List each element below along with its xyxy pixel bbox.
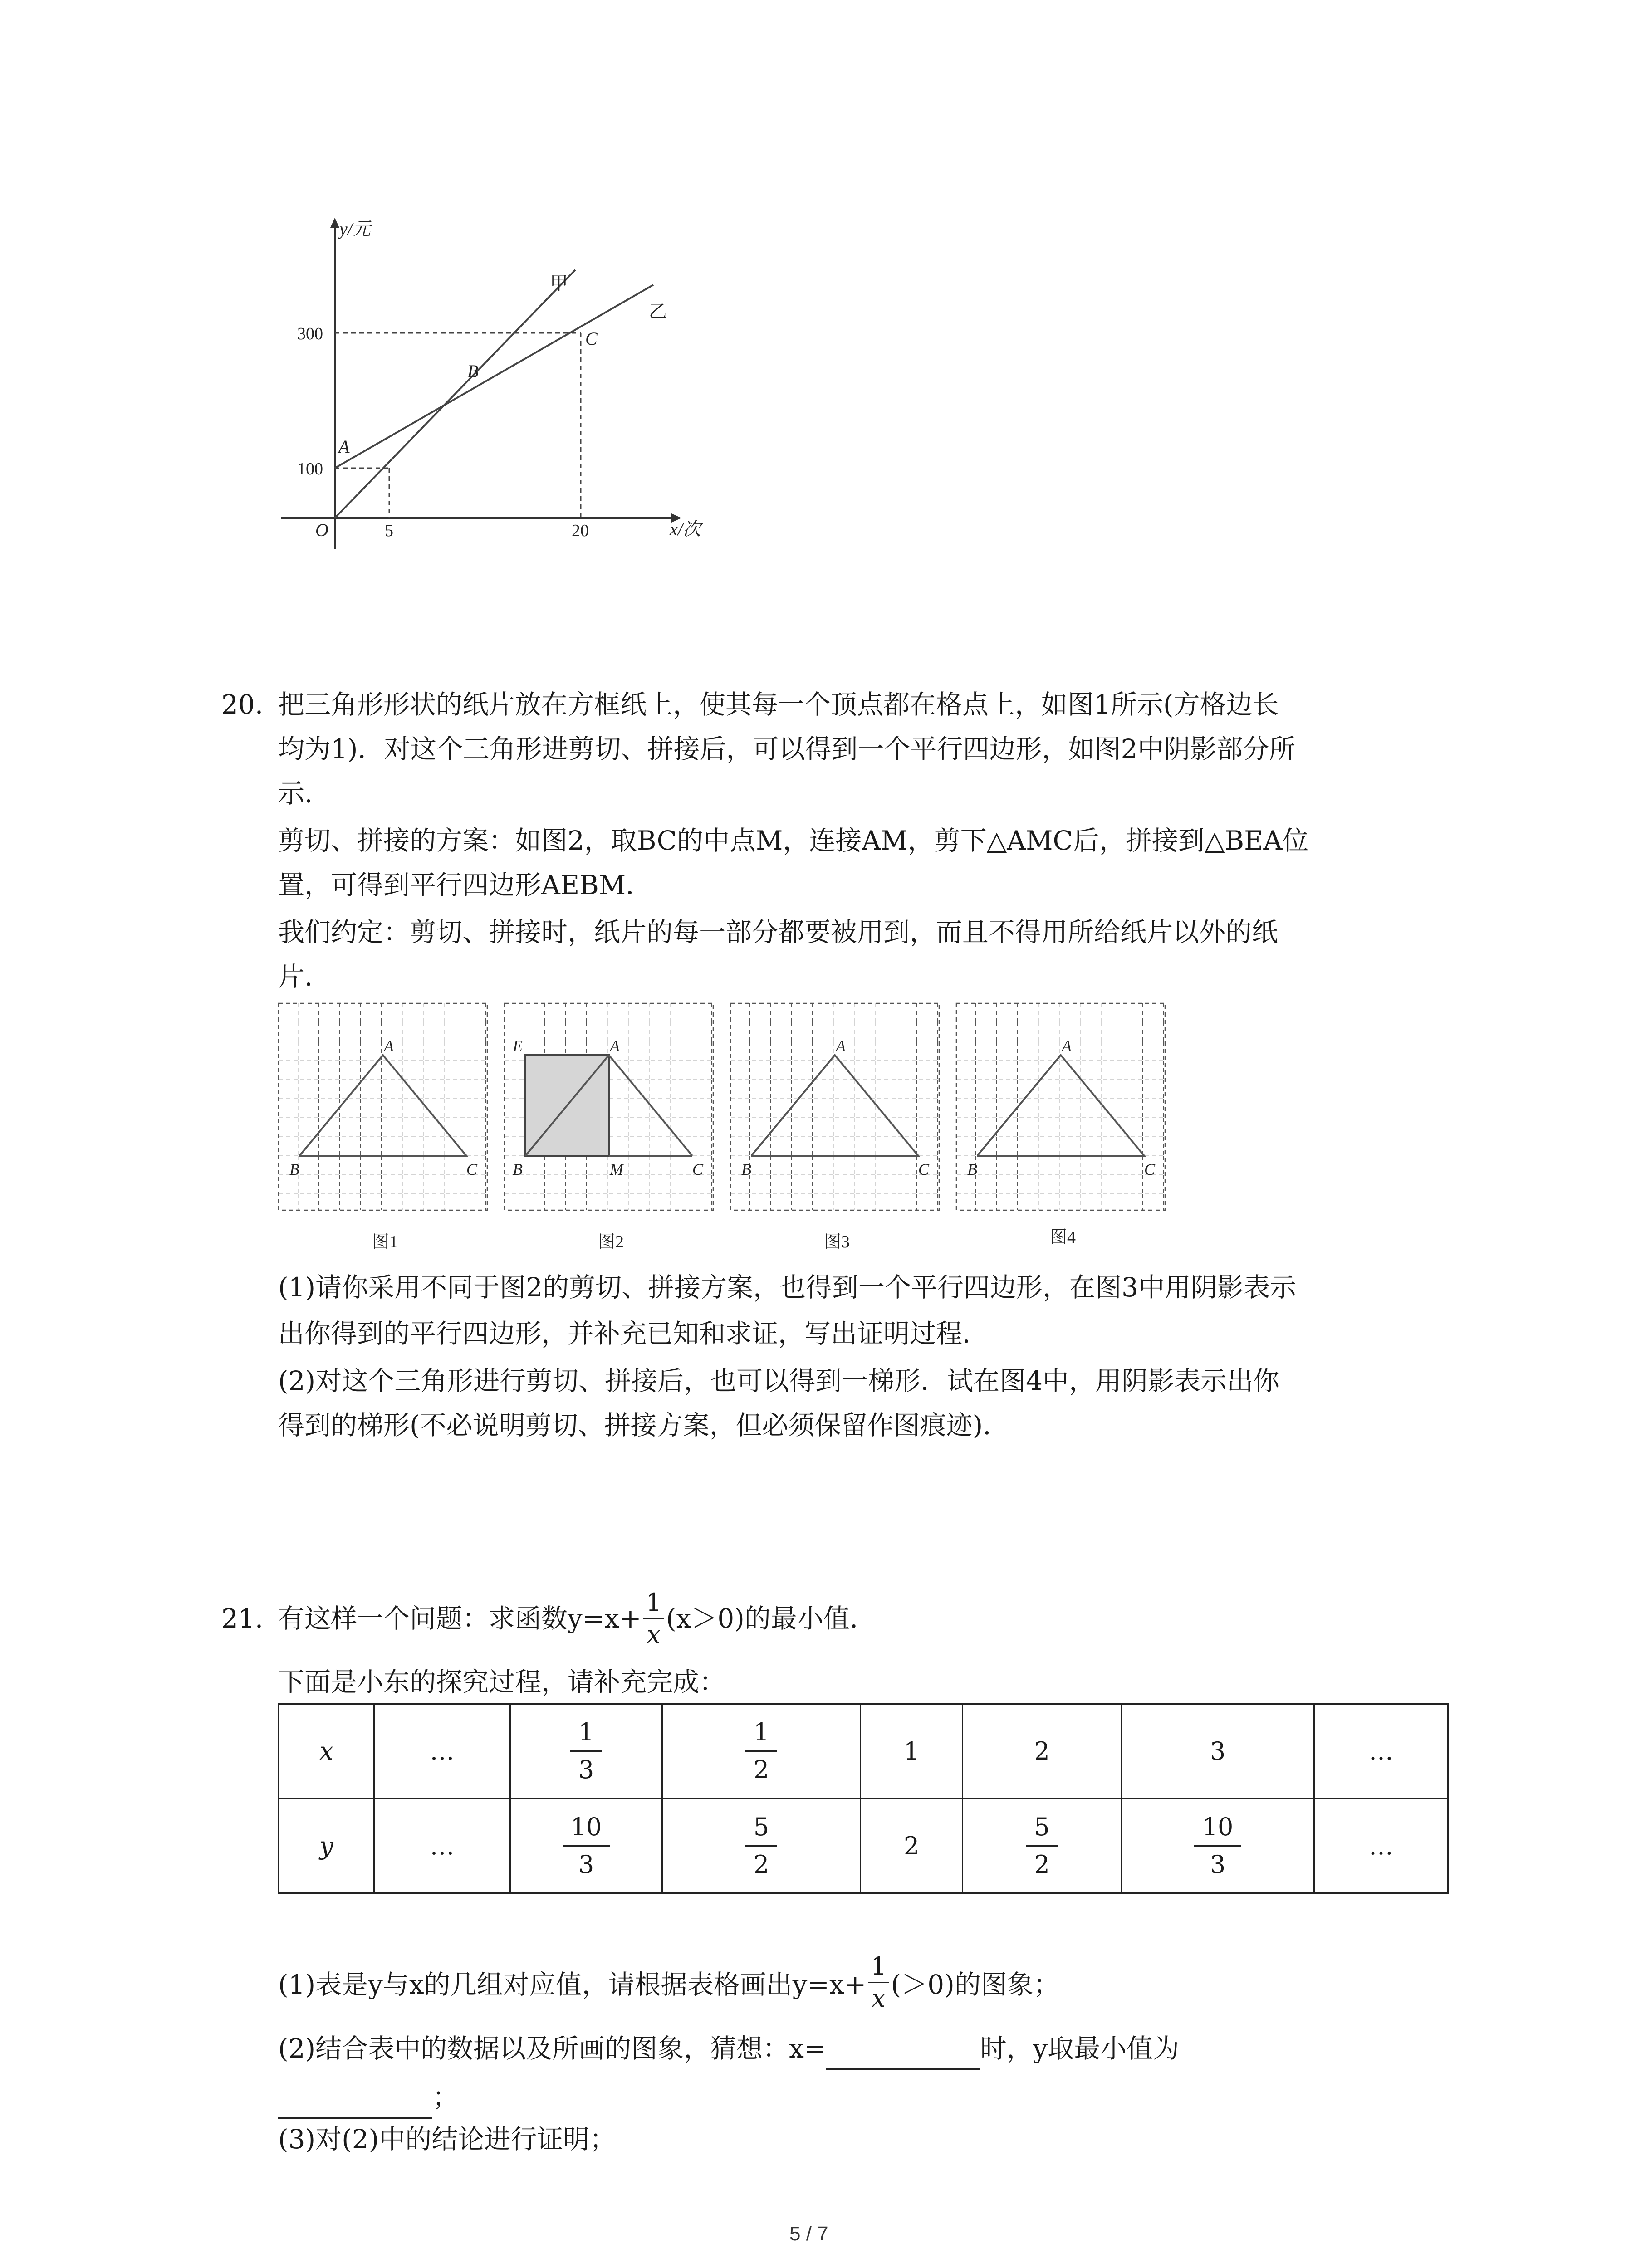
figure-2 (505, 1003, 713, 1251)
point-b-label: B (467, 361, 479, 381)
line-yi-label: 乙 (649, 301, 667, 322)
q21-part2-before: (2)结合表中的数据以及所画的图象，猜想：x= (278, 2033, 826, 2064)
line-jia (335, 270, 575, 518)
q21-intro-frac-num: 1 (643, 1587, 664, 1619)
q20-line-6: 我们约定：剪切、拼接时，纸片的每一部分都要被用到，而且不得用所给纸片以外的纸 (278, 917, 1279, 948)
fig2-label-c: C (692, 1160, 704, 1178)
table-row-x (279, 1704, 1448, 1799)
x-tick-5: 5 (385, 521, 393, 540)
table-row-y (279, 1799, 1448, 1893)
fig2-caption: 图2 (598, 1232, 624, 1251)
x-axis-label: x/次 (670, 519, 701, 539)
fig3-label-c: C (918, 1160, 930, 1178)
q21-intro (278, 1574, 876, 1663)
cell-x-ellipsis-right: … (1314, 1704, 1448, 1799)
cell-y-ellipsis-left: … (374, 1799, 510, 1893)
fig2-label-b: B (513, 1160, 523, 1178)
q21-line-2: 下面是小东的探究过程，请补充完成： (278, 1667, 726, 1697)
q20-part1-line-2: 出你得到的平行四边形，并补充已知和求证，写出证明过程． (278, 1318, 989, 1349)
fig1-label-c: C (466, 1160, 478, 1178)
figure-3 (730, 1003, 939, 1251)
q20-line-4: 剪切、拼接的方案：如图2，取BC的中点M，连接AM，剪下△AMC后，拼接到△BEA位 (278, 825, 1309, 856)
fig2-label-a: A (610, 1037, 620, 1055)
y-axis-arrow (330, 218, 339, 228)
origin-label: O (315, 520, 328, 540)
fig4-label-a: A (1062, 1037, 1072, 1055)
y-tick-300: 300 (297, 324, 323, 343)
q21-part3: (3)对(2)中的结论进行证明； (278, 2124, 616, 2155)
q21-intro-before: 有这样一个问题：求函数y=x+ (278, 1603, 642, 1634)
point-a-label: A (338, 436, 350, 457)
cell-x-ellipsis-left: … (374, 1704, 510, 1799)
cell-y-3: 2 (861, 1799, 963, 1893)
q21-part1-frac-num: 1 (868, 1951, 889, 1983)
q20-part1-line-1: (1)请你采用不同于图2的剪切、拼接方案，也得到一个平行四边形，在图3中用阴影表示 (278, 1272, 1296, 1303)
q21-part1 (278, 1946, 1060, 2019)
q21-part1-frac-den: x (872, 1984, 886, 2013)
q21-part2-mid: 时，y取最小值为 (980, 2033, 1180, 2064)
answer-blank-x[interactable] (826, 2041, 980, 2070)
q21-value-table (278, 1703, 1449, 1894)
fig2-label-e: E (513, 1037, 523, 1055)
cell-x-2: $\frac{1}{2}$ (662, 1704, 861, 1799)
q21-part1-after: (＞0)的图象； (891, 1969, 1060, 2000)
q21-part1-before: (1)表是y与x的几组对应值，请根据表格画出y=x+ (278, 1969, 867, 2000)
q20-line-2: 均为1)．对这个三角形进剪切、拼接后，可以得到一个平行四边形，如图2中阴影部分所 (278, 733, 1296, 764)
cell-y-5: $\frac{10}{3}$ (1122, 1799, 1314, 1893)
fig3-caption: 图3 (824, 1232, 850, 1251)
cell-y-4: $\frac{5}{2}$ (963, 1799, 1122, 1893)
q20-number: 20. (221, 689, 264, 720)
q21-number: 21. (221, 1603, 264, 1634)
fig4-label-b: B (967, 1160, 977, 1178)
figure-1 (279, 1003, 487, 1251)
fig4-caption: 图4 (1050, 1228, 1076, 1247)
q20-line-1: 把三角形形状的纸片放在方框纸上，使其每一个顶点都在格点上，如图1所示(方格边长 (278, 689, 1279, 720)
cell-y-2: $\frac{5}{2}$ (662, 1799, 861, 1893)
fig3-label-b: B (741, 1160, 751, 1178)
cell-x-1: $\frac{1}{3}$ (510, 1704, 662, 1799)
fig4-label-c: C (1144, 1160, 1156, 1178)
q21-part1-fraction (868, 1951, 889, 2014)
page-number: 5 / 7 (789, 2223, 828, 2245)
q21-part2 (278, 2027, 1179, 2070)
cell-x-3: 1 (861, 1704, 963, 1799)
row-y-header: y (279, 1799, 374, 1893)
cost-graph (272, 213, 726, 558)
q21-part2-end: ； (432, 2082, 459, 2112)
fig3-label-a: A (836, 1037, 846, 1055)
line-jia-label: 甲 (550, 273, 568, 293)
q21-intro-fraction (643, 1587, 664, 1650)
q20-line-7: 片． (278, 961, 331, 992)
q20-part2-line-1: (2)对这个三角形进行剪切、拼接后，也可以得到一梯形．试在图4中，用阴影表示出你 (278, 1365, 1280, 1396)
cell-x-4: 2 (963, 1704, 1122, 1799)
q21-part2-cont (278, 2075, 459, 2119)
figure-4 (956, 1003, 1165, 1247)
fig1-label-a: A (384, 1037, 394, 1055)
cell-y-ellipsis-right: … (1314, 1799, 1448, 1893)
q20-part2-line-2: 得到的梯形(不必说明剪切、拼接方案，但必须保留作图痕迹)． (278, 1410, 1009, 1441)
cell-y-1: $\frac{10}{3}$ (510, 1799, 662, 1893)
q20-figures (277, 1002, 1184, 1266)
y-tick-100: 100 (297, 459, 323, 479)
row-x-header: x (279, 1704, 374, 1799)
fig1-label-b: B (289, 1160, 299, 1178)
fig1-caption: 图1 (372, 1232, 398, 1251)
x-tick-20: 20 (572, 521, 589, 540)
q20-line-5: 置，可得到平行四边形AEBM． (278, 870, 652, 900)
point-c-label: C (585, 328, 598, 349)
cell-x-5: 3 (1122, 1704, 1314, 1799)
fig2-label-m: M (610, 1160, 623, 1178)
q20-line-3: 示． (278, 778, 331, 809)
line-yi (335, 285, 653, 468)
y-axis-label: y/元 (339, 219, 371, 239)
q21-intro-frac-den: x (647, 1620, 661, 1649)
answer-blank-min[interactable] (278, 2090, 432, 2119)
q21-intro-after: (x＞0)的最小值． (666, 1603, 876, 1634)
